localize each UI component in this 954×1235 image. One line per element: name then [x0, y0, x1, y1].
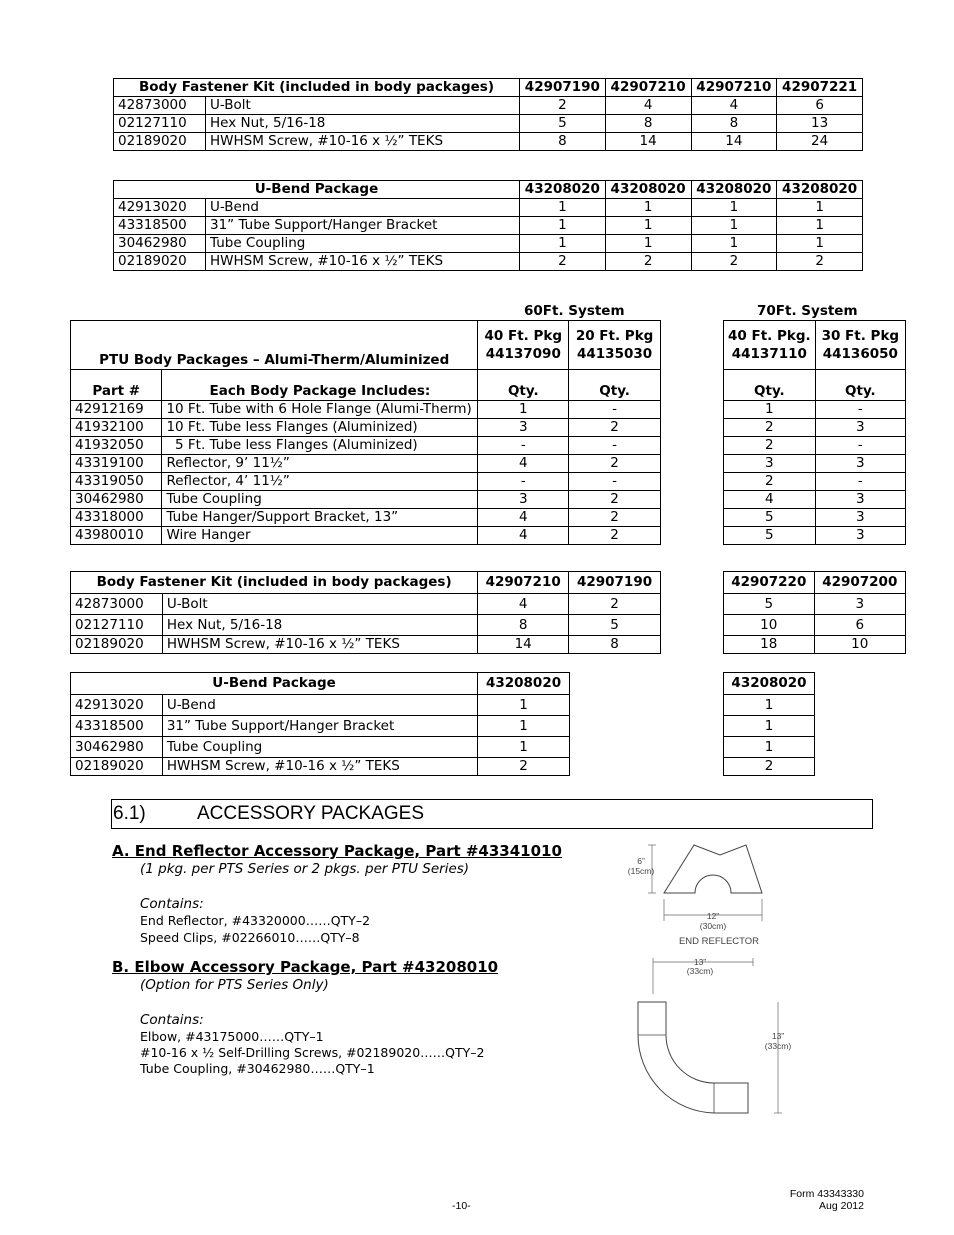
- pkg-header: [569, 321, 661, 370]
- ptu-fastener-col: 42907220: [724, 572, 815, 594]
- qty-cell: 1: [520, 217, 606, 235]
- ptu-title: PTU Body Packages – Alumi-Therm/Aluminized: [71, 321, 478, 370]
- reflector-height-label: 6”: [637, 856, 645, 866]
- qty-cell: 2: [724, 758, 815, 776]
- top-ubend-col: 43208020: [605, 181, 691, 199]
- qty-cell: 2: [724, 419, 816, 437]
- qty-cell: 5: [724, 509, 816, 527]
- qty-cell: 1: [478, 695, 570, 716]
- qty-cell: 8: [569, 636, 661, 654]
- table-row: [71, 419, 661, 437]
- part-description: HWHSM Screw, #10-16 x ½” TEKS: [162, 636, 477, 654]
- pkg-number: 44136050: [822, 346, 898, 362]
- qty-cell: 14: [478, 636, 569, 654]
- qty-header: Qty.: [815, 370, 905, 401]
- qty-cell: -: [815, 437, 905, 455]
- top-ubend-col: 43208020: [691, 181, 777, 199]
- ptu-body-table-70: [723, 320, 906, 545]
- qty-cell: 2: [569, 491, 661, 509]
- footer-form: [790, 1188, 864, 1212]
- qty-cell: 1: [605, 235, 691, 253]
- end-reflector-diagram: [610, 835, 790, 950]
- elbow-shape: [638, 1002, 748, 1113]
- qty-cell: 1: [520, 235, 606, 253]
- qty-cell: 1: [691, 217, 777, 235]
- table-row: [724, 473, 906, 491]
- part-description: 31” Tube Support/Hanger Bracket: [162, 716, 477, 737]
- part-description: 31” Tube Support/Hanger Bracket: [206, 217, 520, 235]
- part-description: U-Bolt: [162, 594, 477, 615]
- qty-cell: -: [569, 473, 661, 491]
- ptu-fastener-table-70: [723, 571, 906, 654]
- top-fastener-title: Body Fastener Kit (included in body packages): [114, 79, 520, 97]
- table-row: [71, 473, 661, 491]
- part-description: 5 Ft. Tube less Flanges (Aluminized): [162, 437, 478, 455]
- part-number: 42912169: [71, 401, 162, 419]
- table-row: [71, 594, 661, 615]
- qty-cell: 3: [478, 491, 569, 509]
- qty-cell: 6: [777, 97, 863, 115]
- qty-cell: 4: [478, 509, 569, 527]
- qty-cell: 3: [814, 594, 905, 615]
- qty-cell: -: [569, 401, 661, 419]
- table-row: [71, 716, 570, 737]
- ptu-fastener-table-60: [70, 571, 661, 654]
- part-number: 42913020: [114, 199, 206, 217]
- part-header: Part #: [71, 370, 162, 401]
- qty-cell: 2: [569, 527, 661, 545]
- table-row: [724, 455, 906, 473]
- pkg-name: 20 Ft. Pkg: [575, 328, 654, 344]
- table-row: [114, 253, 863, 271]
- table-row: [724, 636, 906, 654]
- table-row: [71, 527, 661, 545]
- elbow-diagram: [620, 950, 810, 1120]
- part-description: Hex Nut, 5/16-18: [162, 615, 477, 636]
- part-description: HWHSM Screw, #10-16 x ½” TEKS: [206, 253, 520, 271]
- includes-header: Each Body Package Includes:: [162, 370, 478, 401]
- table-row: [114, 217, 863, 235]
- table-row: [114, 133, 863, 151]
- qty-cell: 4: [605, 97, 691, 115]
- qty-cell: 1: [605, 199, 691, 217]
- part-description: HWHSM Screw, #10-16 x ½” TEKS: [162, 758, 477, 776]
- part-number: 43980010: [71, 527, 162, 545]
- qty-header: Qty.: [569, 370, 661, 401]
- part-number: 02189020: [114, 253, 206, 271]
- qty-cell: 10: [814, 636, 905, 654]
- part-number: 02189020: [71, 758, 163, 776]
- part-number: 42873000: [114, 97, 206, 115]
- part-number: 43318000: [71, 509, 162, 527]
- part-number: 30462980: [71, 737, 163, 758]
- qty-cell: 1: [605, 217, 691, 235]
- qty-header: Qty.: [724, 370, 816, 401]
- table-row: [724, 615, 906, 636]
- reflector-height-metric: (15cm): [627, 866, 655, 876]
- section-title: ACCESSORY PACKAGES: [197, 803, 425, 824]
- table-row: [114, 199, 863, 217]
- part-description: Tube Hanger/Support Bracket, 13”: [162, 509, 478, 527]
- qty-cell: 4: [478, 455, 569, 473]
- part-description: 10 Ft. Tube less Flanges (Aluminized): [162, 419, 478, 437]
- top-fastener-col: 42907210: [605, 79, 691, 97]
- qty-cell: 3: [478, 419, 569, 437]
- qty-cell: 5: [724, 527, 816, 545]
- part-number: 43319050: [71, 473, 162, 491]
- part-description: Reflector, 9’ 11½”: [162, 455, 478, 473]
- qty-cell: 1: [520, 199, 606, 217]
- qty-cell: 3: [724, 455, 816, 473]
- qty-cell: 3: [815, 455, 905, 473]
- qty-cell: 14: [605, 133, 691, 151]
- qty-cell: 13: [777, 115, 863, 133]
- part-description: 10 Ft. Tube with 6 Hole Flange (Alumi-Therm): [162, 401, 478, 419]
- accessory-a-note: (1 pkg. per PTS Series or 2 pkgs. per PTU Series): [140, 861, 470, 877]
- qty-cell: -: [478, 473, 569, 491]
- qty-cell: 8: [691, 115, 777, 133]
- qty-cell: 1: [691, 235, 777, 253]
- top-fastener-table: [113, 78, 863, 151]
- form-date: Aug 2012: [819, 1200, 864, 1212]
- qty-cell: 14: [691, 133, 777, 151]
- qty-cell: 2: [777, 253, 863, 271]
- table-row: [724, 401, 906, 419]
- table-row: [71, 455, 661, 473]
- reflector-width-label: 12”: [706, 911, 720, 921]
- part-number: 43318500: [71, 716, 163, 737]
- part-description: Reflector, 4’ 11½”: [162, 473, 478, 491]
- part-number: 02127110: [71, 615, 163, 636]
- list-item: End Reflector, #43320000……QTY–2: [140, 913, 371, 928]
- qty-cell: 4: [724, 491, 816, 509]
- elbow-height-metric: (33cm): [764, 1041, 792, 1051]
- table-row: [71, 615, 661, 636]
- top-fastener-col: 42907221: [777, 79, 863, 97]
- table-row: [71, 437, 661, 455]
- pkg-name: 40 Ft. Pkg.: [728, 328, 811, 344]
- part-description: U-Bolt: [206, 97, 520, 115]
- qty-cell: 1: [724, 716, 815, 737]
- pkg-header: [478, 321, 569, 370]
- qty-cell: 2: [569, 455, 661, 473]
- qty-cell: 2: [520, 97, 606, 115]
- part-number: 43319100: [71, 455, 162, 473]
- accessory-a-contains: Contains:: [140, 896, 204, 912]
- qty-cell: -: [815, 401, 905, 419]
- ptu-ubend-col: 43208020: [478, 673, 570, 695]
- table-row: [724, 437, 906, 455]
- table-row: [114, 235, 863, 253]
- qty-cell: 1: [478, 737, 570, 758]
- elbow-height-label: 13”: [771, 1031, 785, 1041]
- qty-cell: 1: [691, 199, 777, 217]
- table-row: [724, 527, 906, 545]
- pkg-name: 40 Ft. Pkg: [484, 328, 563, 344]
- part-description: HWHSM Screw, #10-16 x ½” TEKS: [206, 133, 520, 151]
- qty-cell: 1: [478, 401, 569, 419]
- qty-cell: 18: [724, 636, 815, 654]
- table-row: [71, 695, 570, 716]
- qty-cell: 2: [691, 253, 777, 271]
- qty-cell: 4: [478, 594, 569, 615]
- part-description: Hex Nut, 5/16-18: [206, 115, 520, 133]
- pkg-number: 44137090: [485, 346, 561, 362]
- top-ubend-title: U-Bend Package: [114, 181, 520, 199]
- qty-cell: 1: [724, 401, 816, 419]
- qty-cell: 2: [569, 594, 661, 615]
- table-row: [724, 491, 906, 509]
- part-description: U-Bend: [206, 199, 520, 217]
- pkg-number: 44135030: [577, 346, 653, 362]
- qty-cell: 1: [724, 737, 815, 758]
- qty-cell: 8: [520, 133, 606, 151]
- qty-cell: 4: [691, 97, 777, 115]
- qty-cell: 10: [724, 615, 815, 636]
- top-ubend-table: [113, 180, 863, 271]
- part-number: 42913020: [71, 695, 163, 716]
- qty-cell: 2: [724, 473, 816, 491]
- part-description: Tube Coupling: [162, 491, 478, 509]
- ptu-fastener-col: 42907190: [569, 572, 661, 594]
- qty-cell: -: [569, 437, 661, 455]
- top-ubend-col: 43208020: [777, 181, 863, 199]
- qty-cell: 5: [724, 594, 815, 615]
- qty-cell: -: [478, 437, 569, 455]
- table-row: [724, 419, 906, 437]
- ptu-ubend-table-70: [723, 672, 815, 776]
- qty-cell: 2: [724, 437, 816, 455]
- pkg-number: 44137110: [731, 346, 807, 362]
- list-item: Elbow, #43175000……QTY–1: [140, 1029, 324, 1044]
- form-number: Form 43343330: [789, 1188, 864, 1200]
- end-reflector-shape: [664, 845, 762, 893]
- table-row: [724, 758, 815, 776]
- qty-cell: 4: [478, 527, 569, 545]
- table-row: [724, 695, 815, 716]
- pkg-header: [724, 321, 816, 370]
- qty-cell: 3: [815, 491, 905, 509]
- qty-cell: 1: [724, 695, 815, 716]
- section-heading: [111, 799, 873, 829]
- table-row: [114, 115, 863, 133]
- ptu-ubend-title: U-Bend Package: [71, 673, 478, 695]
- qty-cell: 2: [520, 253, 606, 271]
- pkg-name: 30 Ft. Pkg: [821, 328, 900, 344]
- part-description: Tube Coupling: [162, 737, 477, 758]
- ptu-fastener-col: 42907200: [814, 572, 905, 594]
- qty-cell: 1: [777, 199, 863, 217]
- qty-cell: 1: [777, 217, 863, 235]
- qty-header: Qty.: [478, 370, 569, 401]
- table-row: [71, 737, 570, 758]
- part-number: 30462980: [114, 235, 206, 253]
- qty-cell: 2: [605, 253, 691, 271]
- pkg-header: [815, 321, 905, 370]
- ptu-body-table-60: [70, 320, 661, 545]
- section-number: 6.1): [113, 803, 146, 824]
- part-number: 02189020: [114, 133, 206, 151]
- qty-cell: 1: [777, 235, 863, 253]
- table-row: [724, 737, 815, 758]
- qty-cell: 2: [478, 758, 570, 776]
- part-number: 30462980: [71, 491, 162, 509]
- list-item: Tube Coupling, #30462980……QTY–1: [140, 1061, 375, 1076]
- qty-cell: 5: [520, 115, 606, 133]
- ptu-fastener-col: 42907210: [478, 572, 569, 594]
- qty-cell: 6: [814, 615, 905, 636]
- accessory-a-heading: A. End Reflector Accessory Package, Part #43341010: [112, 842, 562, 860]
- qty-cell: -: [815, 473, 905, 491]
- part-number: 43318500: [114, 217, 206, 235]
- table-row: [114, 97, 863, 115]
- qty-cell: 5: [569, 615, 661, 636]
- reflector-width-metric: (30cm): [699, 921, 727, 931]
- table-row: [71, 509, 661, 527]
- part-number: 41932050: [71, 437, 162, 455]
- list-item: #10-16 x ½ Self-Drilling Screws, #02189020……QTY–2: [140, 1045, 485, 1060]
- part-number: 41932100: [71, 419, 162, 437]
- part-description: Wire Hanger: [162, 527, 478, 545]
- part-description: U-Bend: [162, 695, 477, 716]
- qty-cell: 3: [815, 419, 905, 437]
- table-row: [71, 401, 661, 419]
- elbow-width-label: 13”: [693, 957, 707, 967]
- list-item: Speed Clips, #02266010……QTY–8: [140, 930, 360, 945]
- ptu-fastener-title: Body Fastener Kit (included in body packages): [71, 572, 478, 594]
- table-row: [724, 509, 906, 527]
- qty-cell: 3: [815, 509, 905, 527]
- qty-cell: 3: [815, 527, 905, 545]
- qty-cell: 1: [478, 716, 570, 737]
- elbow-width-metric: (33cm): [686, 966, 714, 976]
- table-row: [71, 491, 661, 509]
- qty-cell: 2: [569, 419, 661, 437]
- accessory-b-note: (Option for PTS Series Only): [140, 977, 329, 993]
- table-row: [71, 636, 661, 654]
- page-number: -10-: [452, 1200, 471, 1212]
- part-number: 02189020: [71, 636, 163, 654]
- top-fastener-col: 42907210: [691, 79, 777, 97]
- ptu-ubend-table-60: [70, 672, 570, 776]
- table-row: [724, 594, 906, 615]
- part-number: 02127110: [114, 115, 206, 133]
- qty-cell: 8: [478, 615, 569, 636]
- ptu-ubend-col: 43208020: [724, 673, 815, 695]
- part-description: Tube Coupling: [206, 235, 520, 253]
- accessory-b-heading: B. Elbow Accessory Package, Part #43208010: [112, 958, 499, 976]
- qty-cell: 2: [569, 509, 661, 527]
- system-60-label: 60Ft. System: [524, 303, 625, 319]
- qty-cell: 8: [605, 115, 691, 133]
- part-number: 42873000: [71, 594, 163, 615]
- qty-cell: 24: [777, 133, 863, 151]
- reflector-caption: END REFLECTOR: [678, 936, 760, 947]
- top-ubend-col: 43208020: [520, 181, 606, 199]
- accessory-b-contains: Contains:: [140, 1012, 204, 1028]
- table-row: [724, 716, 815, 737]
- top-fastener-col: 42907190: [520, 79, 606, 97]
- system-70-label: 70Ft. System: [757, 303, 858, 319]
- table-row: [71, 758, 570, 776]
